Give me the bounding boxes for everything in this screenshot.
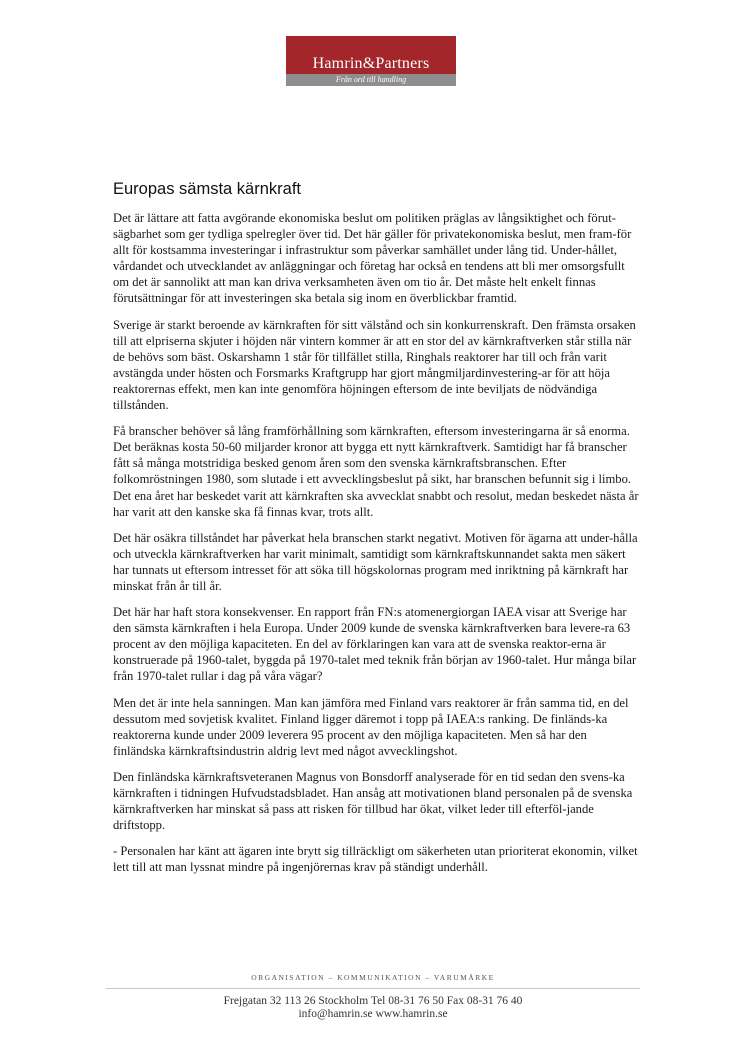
article-title: Europas sämsta kärnkraft xyxy=(113,180,301,198)
article-paragraph-4: Det här osäkra tillståndet har påverkat hela branschen starkt negativt. Motiven för ägarna att under-hålla och utveckla kärnkraftverken har varit minimalt, samtidigt som kärnkraftskunnandet sakta men säkert har tunnats ut eftersom intresset för att söka till högskolornas program med inriktning på kärnkraft har minskat från år till år. xyxy=(113,530,638,593)
footer-divider xyxy=(106,988,640,989)
footer-contact: info@hamrin.se www.hamrin.se xyxy=(298,1008,448,1020)
article-paragraph-5: Det här har haft stora konsekvenser. En rapport från FN:s atomenergiorgan IAEA visar att Sverige har den sämsta kärnkraften i hela Europa. Under 2009 kunde de svenska kärnkraftverken bara levere-ra 63 procent av den möjliga kapaciteten. En del av förklaringen kan vara att de svenska reaktor-erna är konstruerade på 1960-talet, byggda på 1970-talet med teknik från början av 1960-talet. Hur många bilar från 1970-talet rullar i dag på våra vägar? xyxy=(113,605,637,684)
company-logo xyxy=(286,36,456,86)
article-paragraph-8: - Personalen har känt att ägaren inte brytt sig tillräckligt om säkerheten utan prioriterat ekonomin, vilket lett till att man lyssnat mindre på ingenjörernas krav på ständigt underhåll. xyxy=(113,844,638,875)
page-footer xyxy=(0,973,746,1021)
article-body xyxy=(113,180,641,885)
footer-address: Frejgatan 32 113 26 Stockholm Tel 08-31 76 50 Fax 08-31 76 40 xyxy=(223,995,523,1007)
article-paragraph-1: Det är lättare att fatta avgörande ekonomiska beslut om politiken präglas av långsiktighet och förut-sägbarhet som ger tydliga spelregler över tid. Det här gäller för privatekonomiska beslut, men fram-för allt för kostsamma investeringar i infrastruktur som påverkar samhället under lång tid. Under-hållet, vårdandet och utvecklandet av anläggningar och företag har också en tendens att bli mer omsorgsfullt om det är sannolikt att man kan driva verksamheten även om tio år. Det måste helt enkelt finnas förutsättningar för att investeringen ska betala sig inom en överblickbar framtid. xyxy=(113,211,632,306)
article-paragraph-6: Men det är inte hela sanningen. Man kan jämföra med Finland vars reaktorer är från samma tid, en del dessutom med sovjetisk kvalitet. Finland ligger däremot i topp på IAEA:s ranking. De finländs-ka reaktorerna kunde under 2009 leverera 95 procent av den möjliga kapaciteten. Men så har den finländska kärnkraftsindustrin aldrig levt med något avvecklingshot. xyxy=(113,695,629,758)
article-paragraph-3: Få branscher behöver så lång framförhållning som kärnkraften, eftersom investeringarna är så enorma. Det beräknas kosta 50-60 miljarder kronor att bygga ett nytt kärnkraftverk. Samtidigt har få branscher fått så många motstridiga besked genom åren som den svenska kärnkraftsbranschen. Efter folkomröstningen 1980, som slutade i ett avvecklingsbeslut på sikt, har branschen befunnit sig i limbo. Det ena året har beskedet varit att kärnkraften ska avvecklat snabbt och resolut, medan beskedet nästa år har varit att den kanske ska få finnas kvar, trots allt. xyxy=(113,424,639,519)
article-paragraph-2: Sverige är starkt beroende av kärnkraften för sitt välstånd och sin konkurrenskraft. Den främsta orsaken till att elpriserna skjuter i höjden när vintern kommer är att en stor del av kärnkraftverken står stilla när de behövs som bäst. Oskarshamn 1 står för tillfället stilla, Ringhals reaktorer har till och från varit avstängda under hösten och Forsmarks Kraftgrupp har gjort mångmiljardinvestering-ar för att höja reaktorernas effekt, men kan inte genomföra höjningen eftersom de inte beviljats de nödvändiga tillstånden. xyxy=(113,317,636,413)
footer-tagline: ORGANISATION – KOMMUNIKATION – VARUMÄRKE xyxy=(251,973,495,982)
article-paragraph-7: Den finländska kärnkraftsveteranen Magnus von Bonsdorff analyserade för en tid sedan den svens-ka kärnkraften i tidningen Hufvudstadsbladet. Han ansåg att motivationen bland personalen på de svenska kärnkraftverken har minskat så pass att risken för tillbud har ökat, vilket leder till efterföl-jande driftstopp. xyxy=(113,769,633,833)
logo-tagline: Från ord till handling xyxy=(286,74,456,86)
logo-brand-name: Hamrin&Partners xyxy=(312,55,430,72)
